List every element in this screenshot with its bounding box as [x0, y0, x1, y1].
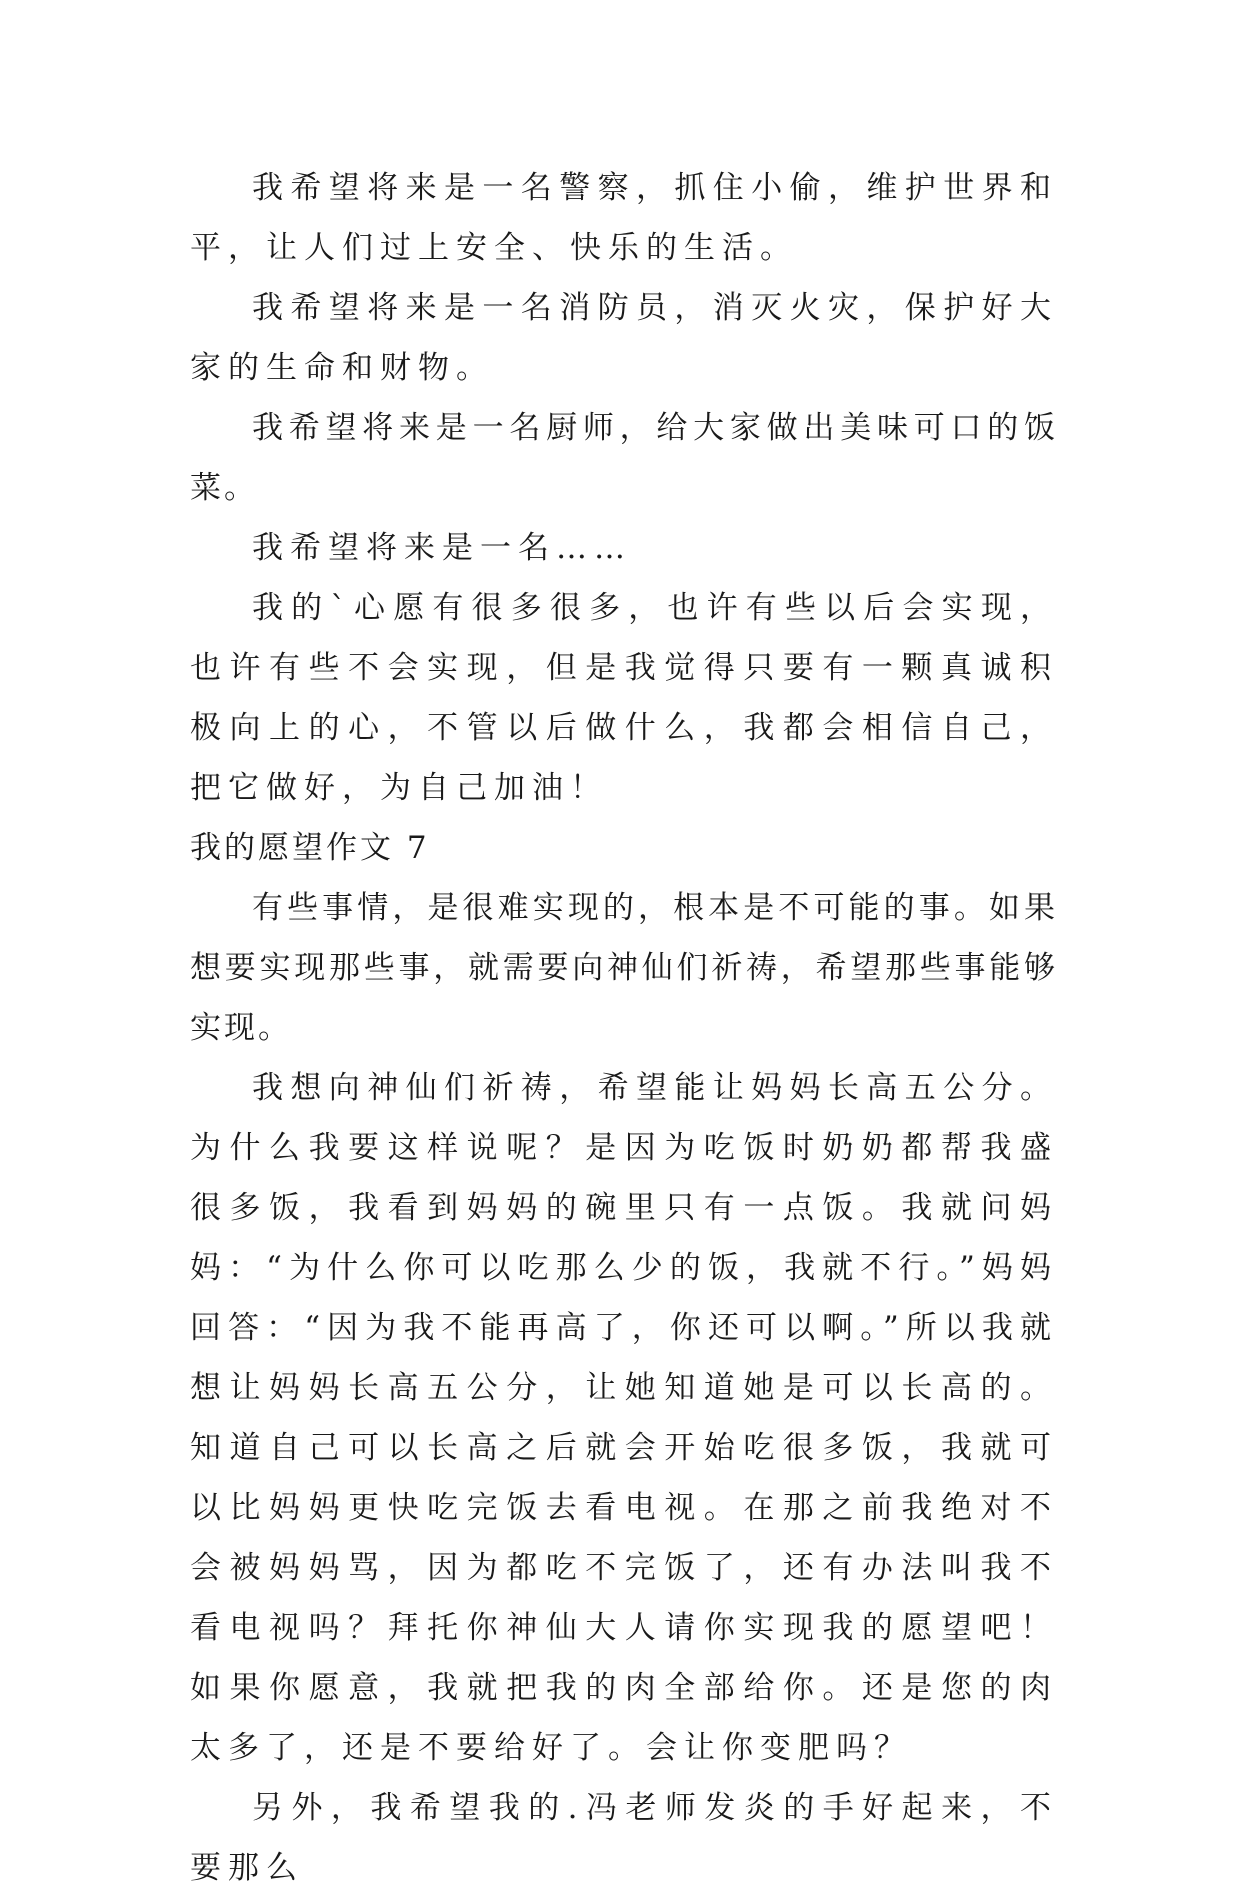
paragraph-intro: 有些事情，是很难实现的，根本是不可能的事。如果想要实现那些事，就需要向神仙们祈祷，希望那些事能够实现。 — [190, 890, 1058, 1046]
essay-heading: 我的愿望作文 7 — [190, 830, 430, 866]
paragraph-chef: 我希望将来是一名厨师，给大家做出美味可口的饭菜。 — [190, 410, 1058, 506]
paragraph-mother: 我想向神仙们祈祷，希望能让妈妈长高五公分。为什么我要这样说呢？是因为吃饭时奶奶都帮我盛很多饭，我看到妈妈的碗里只有一点饭。我就问妈妈：“为什么你可以吃那么少的饭，我就不行。”妈妈回答：“因为我不能再高了，你还可以啊。”所以我就想让妈妈长高五公分，让她知道她是可以长高的。知道自己可以长高之后就会开始吃很多饭，我就可以比妈妈更快吃完饭去看电视。在那之前我绝对不会被妈妈骂，因为都吃不完饭了，还有办法叫我不看电视吗？拜托你神仙大人请你实现我的愿望吧！如果你愿意，我就把我的肉全部给你。还是您的肉太多了，还是不要给好了。会让你变肥吗？ — [190, 1070, 1058, 1766]
paragraph-wishes: 我的`心愿有很多很多，也许有些以后会实现，也许有些不会实现，但是我觉得只要有一颗真诚积极向上的心，不管以后做什么，我都会相信自己，把它做好，为自己加油！ — [190, 590, 1058, 806]
paragraph-firefighter: 我希望将来是一名消防员，消灭火灾，保护好大家的生命和财物。 — [190, 290, 1058, 386]
paragraph-police: 我希望将来是一名警察，抓住小偷，维护世界和平，让人们过上安全、快乐的生活。 — [190, 170, 1058, 266]
paragraph-teacher: 另外，我希望我的.冯老师发炎的手好起来，不要那么 — [190, 1790, 1058, 1886]
paragraph-ellipsis: 我希望将来是一名…… — [252, 530, 632, 566]
document-body — [190, 158, 1058, 1898]
